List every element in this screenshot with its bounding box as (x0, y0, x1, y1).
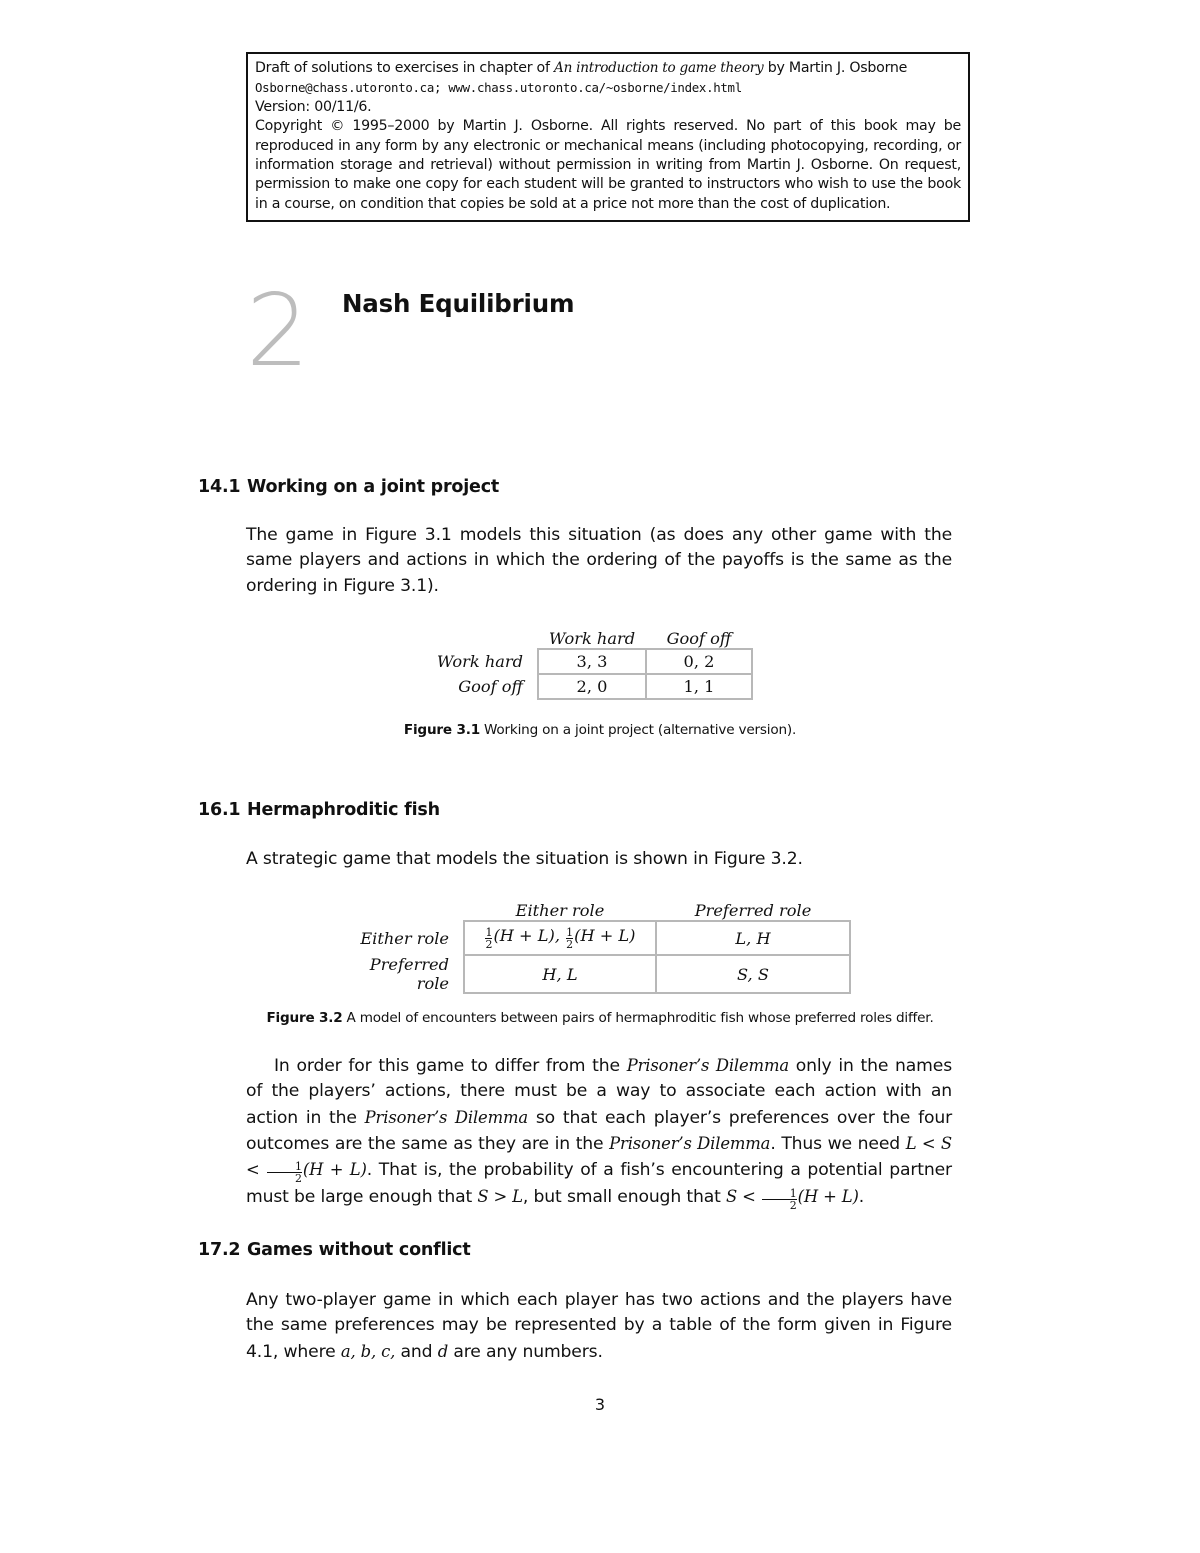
copyright-notice: Copyright © 1995–2000 by Martin J. Osborne. All rights reserved. No part of this book may be reproduced in any form by any electronic or mechanical means (including photocopying, recording, or information storage and retrieval) without permission in writing from Martin J. Osborne. On request, permission to make one copy for each student will be granted to instructors who wish to use the book in a course, on condition that copies be sold at a price not more than the cost of duplication. (255, 118, 961, 212)
text-run: are any numbers. (448, 1341, 603, 1362)
caption-text: A model of encounters between pairs of hermaphroditic fish whose preferred roles differ. (346, 1010, 934, 1026)
version-line: Version: 00/11/6. (255, 98, 372, 115)
row-header: Work hard (436, 652, 523, 671)
payoff-expr: H, L (542, 964, 578, 984)
payoff-expr: S, S (737, 964, 769, 984)
section-heading-17-2 (198, 1240, 471, 1260)
payoff-cell: 1, 1 (646, 674, 752, 699)
col-header: Preferred role (694, 901, 812, 920)
row-header: Goof off (458, 677, 523, 696)
fraction (762, 1188, 797, 1211)
fraction (566, 927, 573, 950)
paragraph-16-1-discussion (246, 1053, 952, 1211)
section-heading-14-1 (198, 477, 499, 497)
fraction-denominator: 2 (267, 1172, 302, 1184)
payoff-expr: (H + L), (493, 926, 566, 945)
math-expr: S < (726, 1187, 761, 1207)
contact-line: Osborne@chass.utoronto.ca; www.chass.utoronto.ca/~osborne/index.html (255, 80, 742, 96)
payoff-cell: 0, 2 (646, 649, 752, 674)
paragraph-17-2 (246, 1288, 952, 1365)
text-run: In order for this game to differ from the (274, 1056, 627, 1076)
fraction-numerator: 1 (485, 926, 493, 939)
draft-line-1 (255, 59, 961, 78)
section-number: 16.1 (198, 800, 241, 820)
draft-text: Draft of solutions to exercises in chapter of (255, 60, 554, 76)
emphasis: Prisoner’s Dilemma (364, 1107, 528, 1127)
game-table-work (420, 622, 753, 700)
col-header: Either role (515, 901, 605, 920)
text-run: . That is, the probability of a fish’s encountering a potential partner must be large enough that (246, 1160, 952, 1208)
section-title: Hermaphroditic fish (247, 800, 440, 820)
row-header: Either role (360, 928, 449, 948)
figure-caption-3-2 (0, 1010, 1200, 1026)
page-number: 3 (594, 1395, 606, 1414)
math-vars: a, b, c, (340, 1341, 396, 1361)
fraction-denominator: 2 (485, 938, 493, 951)
text-run: and (395, 1341, 438, 1362)
figure-caption-3-1 (0, 722, 1200, 738)
text-run: Any two-player game in which each player has two actions and the players have the same preferences may be represented by a table of the form given in Figure 4.1, where (246, 1290, 952, 1362)
fraction-denominator: 2 (762, 1199, 797, 1211)
payoff-cell (656, 921, 850, 955)
math-var: d (437, 1341, 449, 1361)
game-table-fish (338, 894, 851, 994)
book-title: An introduction to game theory (554, 60, 764, 76)
fraction-numerator: 1 (789, 1187, 797, 1201)
section-title: Games without conflict (247, 1240, 471, 1260)
math-expr: (H + L) (797, 1187, 859, 1207)
section-number: 14.1 (198, 477, 241, 497)
figure-label: Figure 3.1 (403, 722, 480, 738)
math-expr: L < S < (246, 1133, 952, 1180)
caption-text: Working on a joint project (alternative version). (483, 722, 797, 738)
section-heading-16-1 (198, 800, 440, 820)
draft-author: by Martin J. Osborne (763, 60, 908, 76)
text-run: . Thus we need (770, 1133, 906, 1154)
fraction-numerator: 1 (295, 1160, 302, 1174)
text-run: only in the names of the players’ actions, there must be a way to associate each action with an action in the (246, 1056, 952, 1128)
payoff-expr: (H + L) (574, 926, 636, 945)
draft-notice-box (246, 52, 970, 222)
col-header: Work hard (548, 629, 636, 648)
payoff-cell (464, 955, 656, 993)
text-run: , but small enough that (522, 1187, 726, 1208)
chapter-title: Nash Equilibrium (342, 289, 575, 318)
emphasis: Prisoner’s Dilemma (626, 1056, 789, 1075)
fraction-numerator: 1 (566, 926, 574, 939)
col-header: Goof off (666, 629, 732, 648)
section-number: 17.2 (198, 1240, 241, 1260)
paragraph-14-1: The game in Figure 3.1 models this situation (as does any other game with the same players and actions in which the ordering of the payoffs is the same as the ordering in Figure 3.1). (246, 525, 952, 596)
text-run: so that each player’s preferences over the four outcomes are the same as they are in the (246, 1107, 953, 1154)
fraction-denominator: 2 (566, 938, 574, 951)
payoff-cell (464, 921, 656, 955)
row-header: Preferred role (369, 955, 449, 993)
payoff-cell: 2, 0 (538, 674, 646, 699)
fraction (267, 1161, 302, 1184)
figure-label: Figure 3.2 (266, 1010, 343, 1026)
payoff-expr: L, H (735, 928, 771, 948)
fraction (485, 927, 492, 950)
payoff-cell: 3, 3 (538, 649, 646, 674)
section-title: Working on a joint project (247, 477, 500, 497)
math-expr: S > L (477, 1187, 523, 1207)
chapter-number: 2 (246, 272, 310, 389)
emphasis: Prisoner’s Dilemma (609, 1133, 771, 1153)
payoff-cell (656, 955, 850, 993)
text-run: . (858, 1187, 865, 1208)
paragraph-16-1: A strategic game that models the situation is shown in Figure 3.2. (246, 849, 803, 869)
math-expr: (H + L) (302, 1160, 367, 1180)
